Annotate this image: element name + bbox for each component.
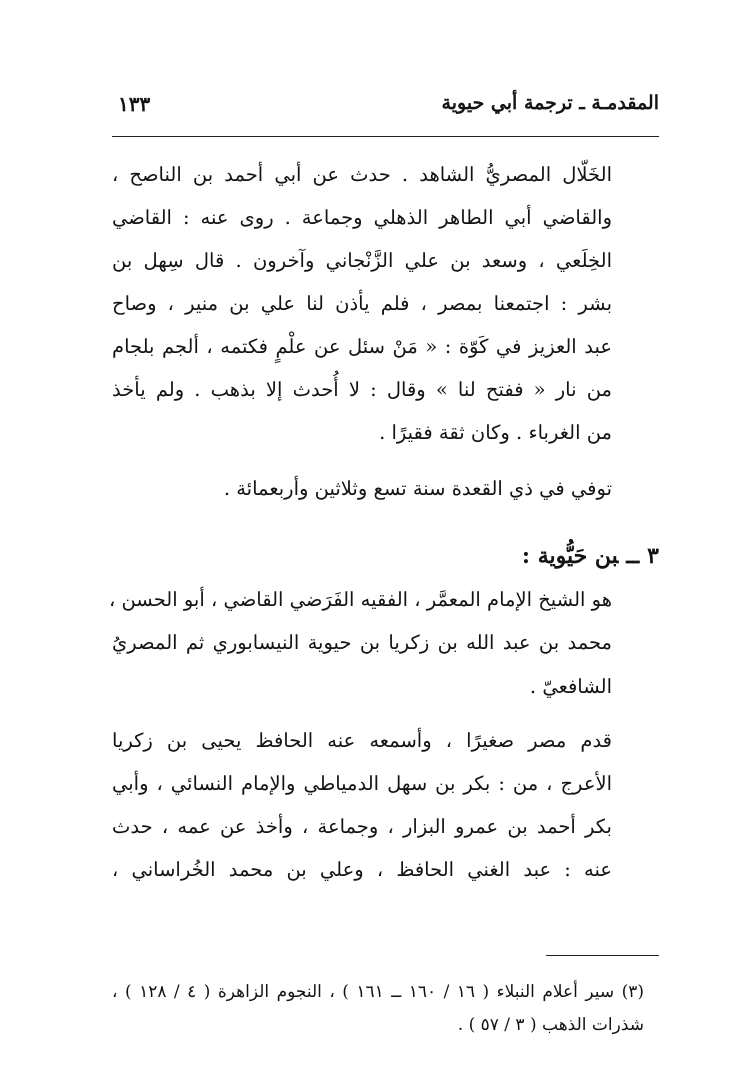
text-line: من نار « ففتح لنا » وقال : لا أُحدث إلا بذهب . ولم يأخذ	[112, 378, 612, 401]
page-header	[112, 92, 659, 126]
text-line: الأعرج ، من : بكر بن سهل الدمياطي والإمام النسائي ، وأبي	[112, 772, 612, 795]
text-line: قدم مصر صغيرًا ، وأسمعه عنه الحافظ يحيى بن زكريا	[112, 729, 612, 752]
header-rule	[112, 136, 659, 137]
entry-number: ٣	[647, 543, 659, 569]
text-line: هو الشيخ الإمام المعمَّر ، الفقيه الفَرَضي القاضي ، أبو الحسن ،	[108, 588, 612, 611]
text-line: الخِلَعي ، وسعد بن علي الزَّنْجاني وآخرون . قال سِهل بن	[112, 249, 612, 272]
entry-heading	[112, 540, 659, 572]
running-title: المقدمـة ـ ترجمة أبي حيوية	[441, 92, 659, 114]
footnote-line: (٣) سير أعلام النبلاء ( ١٦ / ١٦٠ ــ ١٦١ ) ، النجوم الزاهرة ( ٤ / ١٢٨ ) ،	[112, 982, 645, 1002]
text-line: توفي في ذي القعدة سنة تسع وثلاثين وأربعمائة .	[223, 477, 612, 500]
page-number: ١٣٣	[118, 92, 151, 116]
footnote-rule	[546, 955, 659, 956]
text-line: عنه : عبد الغني الحافظ ، وعلي بن محمد الخُراساني ،	[112, 858, 612, 881]
entry-name: بن حَيُّوية :	[521, 543, 619, 569]
text-line: محمد بن عبد الله بن زكريا بن حيوية النيسابوري ثم المصريُ	[112, 631, 612, 654]
footnote-line: شذرات الذهب ( ٣ / ٥٧ ) .	[457, 1015, 644, 1035]
text-line: بكر أحمد بن عمرو البزار ، وجماعة ، وأخذ عن عمه ، حدث	[112, 815, 612, 838]
text-line: الشافعيّ .	[529, 675, 612, 698]
text-line: الخَلّال المصريُّ الشاهد . حدث عن أبي أحمد بن الناصح ،	[112, 163, 612, 186]
text-line: بشر : اجتمعنا بمصر ، فلم يأذن لنا علي بن منير ، وصاح	[112, 292, 612, 315]
text-line: والقاضي أبي الطاهر الذهلي وجماعة . روى عنه : القاضي	[112, 206, 612, 229]
text-line: من الغرباء . وكان ثقة فقيرًا .	[379, 421, 612, 444]
text-line: عبد العزيز في كَوّة : « مَنْ سئل عن علْمٍ فكتمه ، ألجم بلجام	[112, 335, 612, 358]
entry-dash: ــ	[626, 543, 640, 569]
